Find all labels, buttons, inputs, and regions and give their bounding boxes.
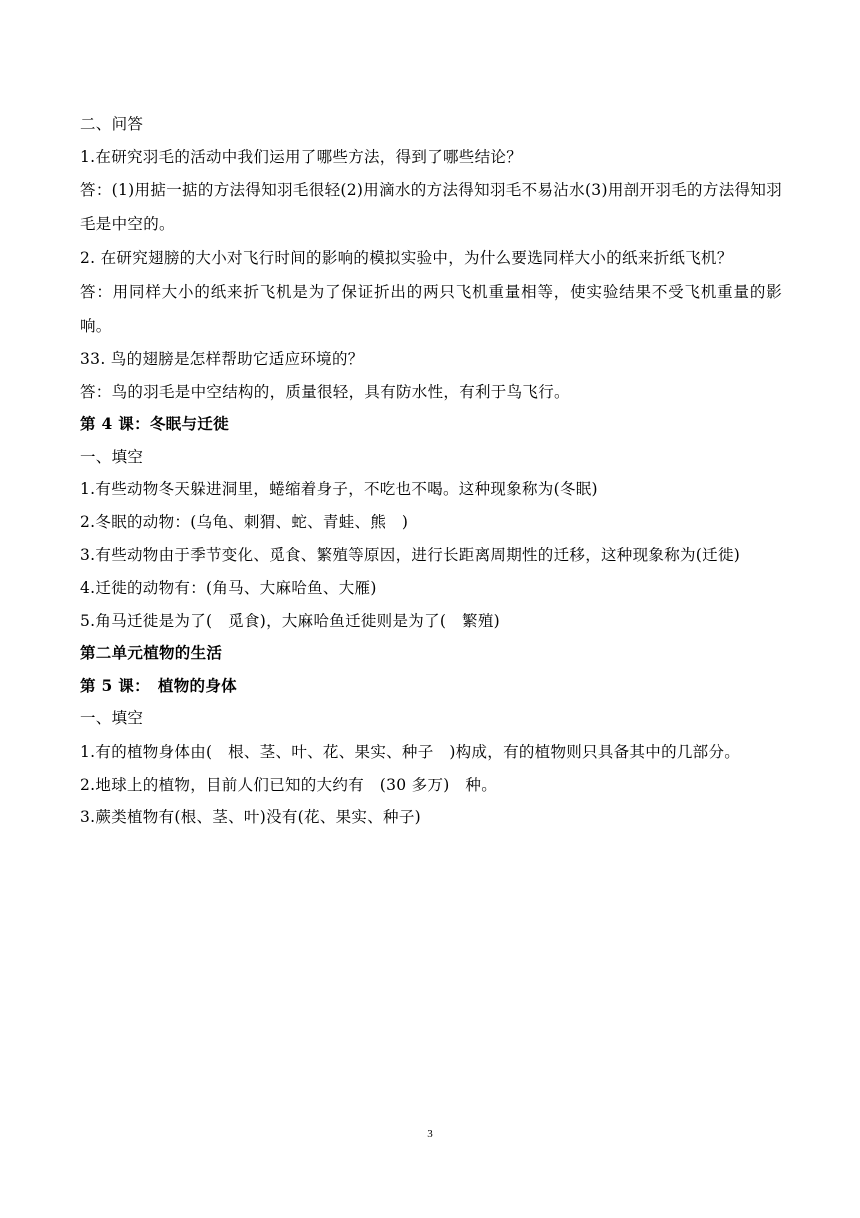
page-number: 3: [427, 1128, 433, 1140]
question-2: 2. 在研究翅膀的大小对飞行时间的影响的模拟实验中，为什么要选同样大小的纸来折纸飞机？: [80, 249, 733, 267]
fill-item-4: 4.迁徙的动物有：(角马、大麻哈鱼、大雁): [80, 579, 377, 597]
lesson-4-title: 第 4 课：冬眠与迁徙: [80, 414, 229, 433]
plant-fill-item-1: 1.有的植物身体由( 根、茎、叶、花、果实、种子 )构成，有的植物则只具备其中的几部分。: [80, 742, 741, 761]
document-body: [80, 108, 782, 834]
fill-item-2: 2.冬眠的动物：(乌龟、刺猬、蛇、青蛙、熊 ): [80, 512, 409, 531]
lesson-5-title: 第 5 课： 植物的身体: [80, 675, 237, 695]
question-3: 33. 鸟的翅膀是怎样帮助它适应环境的？: [80, 350, 364, 368]
section-heading-fill-blank-2: 一、填空: [80, 709, 144, 727]
answer-3: 答：鸟的羽毛是中空结构的，质量很轻，具有防水性，有利于鸟飞行。: [80, 382, 570, 401]
answer-1: 答：(1)用掂一掂的方法得知羽毛很轻(2)用滴水的方法得知羽毛不易沾水(3)用剖开羽毛的方法得知羽毛是中空的。: [80, 181, 782, 233]
section-heading-fill-blank: 一、填空: [80, 447, 144, 466]
answer-2: 答：用同样大小的纸来折飞机是为了保证折出的两只飞机重量相等，使实验结果不受飞机重量的影响。: [80, 283, 782, 335]
question-1: 1.在研究羽毛的活动中我们运用了哪些方法，得到了哪些结论？: [80, 147, 522, 166]
fill-item-3: 3.有些动物由于季节变化、觅食、繁殖等原因，进行长距离周期性的迁移，这种现象称为(迁徙): [80, 546, 741, 564]
unit-2-title: 第二单元植物的生活: [80, 643, 223, 662]
section-heading-qa: 二、问答: [80, 115, 144, 133]
fill-item-1: 1.有些动物冬天躲进洞里，蜷缩着身子，不吃也不喝。这种现象称为(冬眠): [80, 480, 598, 498]
plant-fill-item-2: 2.地球上的植物，目前人们已知的大约有 (30 多万) 种。: [80, 775, 498, 794]
fill-item-5: 5.角马迁徙是为了( 觅食)，大麻哈鱼迁徙则是为了( 繁殖): [80, 611, 500, 630]
plant-fill-item-3: 3.蕨类植物有(根、茎、叶)没有(花、果实、种子): [80, 808, 421, 826]
